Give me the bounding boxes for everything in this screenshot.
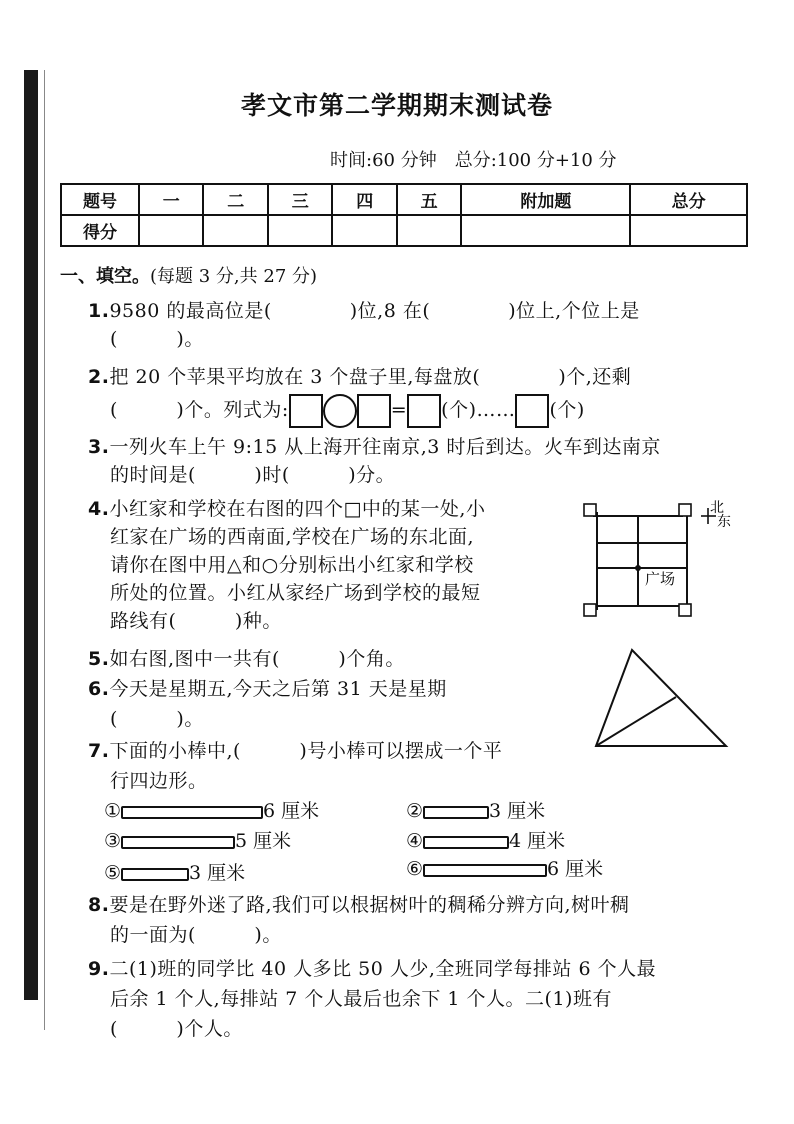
- stick-length: 5 厘米: [235, 830, 292, 852]
- score-table-header-row: [61, 184, 747, 215]
- question-text: 二(1)班的同学比 40 人多比 50 人少,全班同学每排站 6 个人最: [109, 958, 657, 980]
- question-7-line-2: 行四边形。: [110, 770, 208, 792]
- question-9-line-3: ( )个人。: [110, 1018, 243, 1040]
- stick-length: 6 厘米: [263, 800, 320, 822]
- stick-item: [104, 858, 245, 885]
- stick-bar: [423, 864, 547, 877]
- score-row-label: 得分: [61, 215, 139, 246]
- score-header-cell: 附加题: [461, 184, 630, 215]
- map-diagram: [575, 496, 745, 626]
- score-header-cell: 二: [203, 184, 267, 215]
- question-2-line-2: [110, 394, 585, 428]
- score-header-cell: 四: [332, 184, 396, 215]
- question-7-line-1: [88, 736, 502, 763]
- stick-bar: [121, 836, 235, 849]
- question-text: 要是在野外迷了路,我们可以根据树叶的稠稀分辨方向,树叶稠: [109, 894, 630, 916]
- question-6-line-2: ( )。: [110, 708, 204, 730]
- question-text: 小红家和学校在右图的四个□中的某一处,小: [109, 498, 486, 520]
- stick-label: ⑥: [406, 858, 424, 880]
- stick-label: ⑤: [104, 862, 122, 884]
- stick-bar: [423, 806, 489, 819]
- plaza-dot: [635, 565, 641, 571]
- question-4-line-5: 路线有( )种。: [110, 610, 282, 632]
- stick-length: 4 厘米: [509, 830, 566, 852]
- equals-sign: =: [390, 399, 408, 421]
- answer-box[interactable]: [515, 394, 549, 428]
- question-1-line-1: [88, 296, 640, 323]
- question-number: 9.: [88, 958, 110, 980]
- binding-line: [44, 70, 45, 1030]
- question-9-line-2: 后余 1 个人,每排站 7 个人最后也余下 1 个人。二(1)班有: [110, 988, 612, 1010]
- question-number: 2.: [88, 366, 110, 388]
- stick-item: [406, 796, 545, 823]
- score-cell[interactable]: [203, 215, 267, 246]
- map-corner-box[interactable]: [584, 504, 596, 516]
- operator-circle[interactable]: [323, 394, 357, 428]
- stick-label: ④: [406, 830, 424, 852]
- stick-length: 6 厘米: [547, 858, 604, 880]
- score-cell[interactable]: [630, 215, 747, 246]
- question-4-line-3: 请你在图中用△和○分别标出小红家和学校: [110, 554, 474, 576]
- question-1-line-2: ( )。: [110, 328, 204, 350]
- question-9-line-1: [88, 954, 656, 981]
- stick-label: ②: [406, 800, 424, 822]
- map-corner-box[interactable]: [584, 604, 596, 616]
- score-cell[interactable]: [139, 215, 203, 246]
- question-number: 4.: [88, 498, 110, 520]
- stick-bar: [121, 868, 189, 881]
- question-4-line-1: [88, 494, 485, 521]
- triangle-figure: [590, 642, 740, 754]
- score-table-score-row: [61, 215, 747, 246]
- question-3-line-2: 的时间是( )时( )分。: [110, 464, 396, 486]
- exam-time-score: 时间:60 分钟 总分:100 分+10 分: [330, 150, 617, 171]
- question-2-line-1: [88, 362, 631, 389]
- question-text: 如右图,图中一共有( )个角。: [109, 648, 405, 670]
- compass-north-label: 北: [710, 500, 724, 516]
- plaza-label: 广场: [645, 570, 676, 588]
- score-cell[interactable]: [397, 215, 461, 246]
- stick-label: ①: [104, 800, 122, 822]
- score-header-cell: 总分: [630, 184, 747, 215]
- question-number: 8.: [88, 894, 110, 916]
- binding-strip: [24, 70, 38, 1000]
- stick-length: 3 厘米: [189, 862, 246, 884]
- question-text: 下面的小棒中,( )号小棒可以摆成一个平: [109, 740, 503, 762]
- map-corner-box[interactable]: [679, 504, 691, 516]
- answer-box[interactable]: [289, 394, 323, 428]
- question-text: 把 20 个苹果平均放在 3 个盘子里,每盘放( )个,还剩: [109, 366, 632, 388]
- question-8-line-2: 的一面为( )。: [110, 924, 282, 946]
- question-text: ( )个。列式为:: [110, 399, 289, 421]
- question-number: 1.: [88, 300, 110, 322]
- question-text: 今天是星期五,今天之后第 31 天是星期: [109, 678, 447, 700]
- section-heading: [60, 262, 317, 288]
- question-number: 5.: [88, 648, 110, 670]
- stick-length: 3 厘米: [489, 800, 546, 822]
- section-note: (每题 3 分,共 27 分): [150, 266, 318, 287]
- page-title: 孝文市第二学期期末测试卷: [240, 91, 553, 120]
- answer-box[interactable]: [357, 394, 391, 428]
- score-header-cell: 一: [139, 184, 203, 215]
- question-6-line-1: [88, 674, 447, 701]
- unit-text: (个): [549, 399, 585, 421]
- score-header-cell: 题号: [61, 184, 139, 215]
- score-cell[interactable]: [268, 215, 332, 246]
- stick-bar: [121, 806, 263, 819]
- unit-text: (个)……: [441, 399, 516, 421]
- answer-box[interactable]: [407, 394, 441, 428]
- section-title: 一、填空。: [60, 266, 150, 287]
- stick-label: ③: [104, 830, 122, 852]
- score-table: [60, 183, 748, 247]
- question-5-line-1: [88, 644, 405, 671]
- question-4-line-4: 所处的位置。小红从家经广场到学校的最短: [110, 582, 481, 604]
- stick-item: [104, 826, 291, 853]
- score-header-cell: 三: [268, 184, 332, 215]
- question-number: 6.: [88, 678, 110, 700]
- score-cell[interactable]: [332, 215, 396, 246]
- stick-item: [406, 826, 565, 853]
- question-8-line-1: [88, 890, 630, 917]
- question-number: 3.: [88, 436, 110, 458]
- map-corner-box[interactable]: [679, 604, 691, 616]
- stick-bar: [423, 836, 509, 849]
- question-text: 9580 的最高位是( )位,8 在( )位上,个位上是: [109, 300, 640, 322]
- compass-east-label: 东: [717, 514, 731, 530]
- score-header-cell: 五: [397, 184, 461, 215]
- question-text: 一列火车上午 9:15 从上海开往南京,3 时后到达。火车到达南京: [109, 436, 661, 458]
- question-number: 7.: [88, 740, 110, 762]
- question-4-line-2: 红家在广场的西南面,学校在广场的东北面,: [110, 526, 475, 548]
- stick-item: [104, 796, 319, 823]
- question-3-line-1: [88, 432, 661, 459]
- stick-item: [406, 854, 603, 881]
- score-cell[interactable]: [461, 215, 630, 246]
